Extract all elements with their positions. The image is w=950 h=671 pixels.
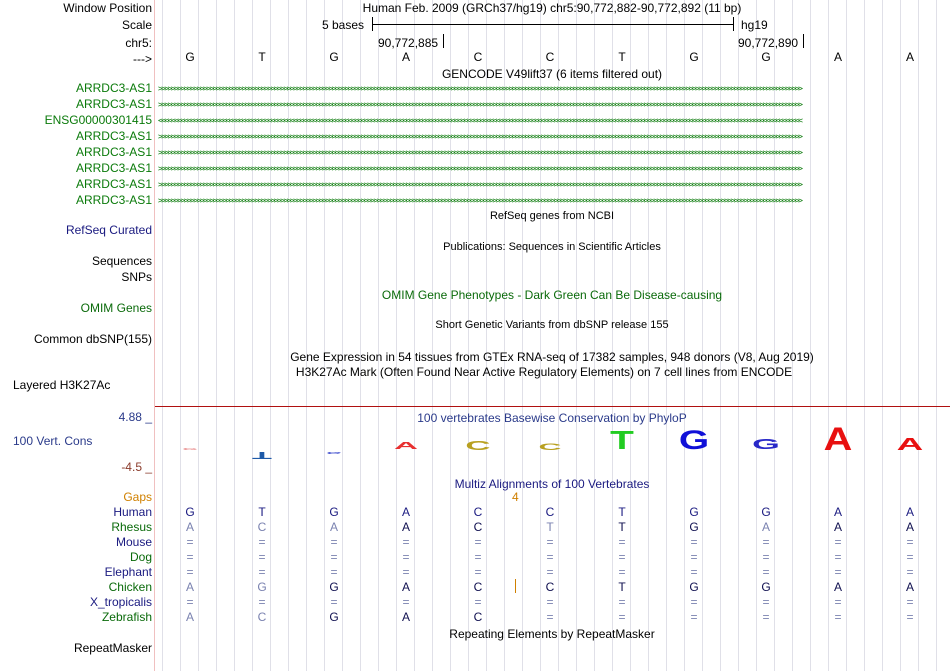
alignment-base: =	[546, 550, 554, 564]
alignment-base: =	[258, 565, 266, 579]
label-cons-min: -4.5 _	[121, 460, 152, 474]
gene-strand-arrows: >>>>>>>>>>>>>>>>>>>>>>>>>>>>>>>>>>>>>>>>>>>>>>>>>>>>>>>>>>>>>>>>>>>>>>>>>>>>>>>>>>>>>>>>>>>>>>>>>>>>>>>>>>>>>>>>>>>>>>>>>>>>>>>>>>>>>>>>>>>>>>>>>>>>>>>>>>>>>>>>>>>>>>>>>>>>>>>>>>>>>>>>>>>>>>>>>>>>>>>>	[158, 149, 802, 156]
gene-label[interactable]: ARRDC3-AS1	[75, 129, 152, 143]
species-label[interactable]: Elephant	[104, 565, 152, 579]
chicken-gap-marker	[515, 579, 516, 593]
label-cons-max: 4.88 _	[118, 410, 152, 424]
alignment-base: =	[330, 535, 338, 549]
gene-strand-arrows: >>>>>>>>>>>>>>>>>>>>>>>>>>>>>>>>>>>>>>>>>>>>>>>>>>>>>>>>>>>>>>>>>>>>>>>>>>>>>>>>>>>>>>>>>>>>>>>>>>>>>>>>>>>>>>>>>>>>>>>>>>>>>>>>>>>>>>>>>>>>>>>>>>>>>>>>>>>>>>>>>>>>>>>>>>>>>>>>>>>>>>>>>>>>>>>>>>>>>>>>	[158, 85, 802, 92]
alignment-base: T	[258, 505, 266, 519]
label-snps[interactable]: SNPs	[121, 270, 152, 284]
alignment-base: =	[906, 595, 914, 609]
gene-label[interactable]: ARRDC3-AS1	[75, 145, 152, 159]
alignment-base: =	[690, 565, 698, 579]
label-gaps[interactable]: Gaps	[123, 490, 152, 504]
alignment-base: =	[618, 595, 626, 609]
ruler-tick-2	[803, 34, 804, 48]
alignment-base: =	[546, 565, 554, 579]
gap-count: 4	[512, 490, 519, 504]
sequence-base: A	[905, 50, 914, 64]
alignment-base: C	[545, 505, 555, 519]
alignment-base: A	[185, 580, 194, 594]
alignment-base: =	[186, 595, 194, 609]
sequence-base: A	[833, 50, 842, 64]
label-sequences[interactable]: Sequences	[91, 254, 152, 268]
label-refseq-curated[interactable]: RefSeq Curated	[65, 223, 152, 237]
alignment-base: A	[401, 610, 410, 624]
ruler-tick-label-2: 90,772,890	[738, 36, 799, 50]
alignment-base: =	[330, 595, 338, 609]
gene-strand-arrows: >>>>>>>>>>>>>>>>>>>>>>>>>>>>>>>>>>>>>>>>>>>>>>>>>>>>>>>>>>>>>>>>>>>>>>>>>>>>>>>>>>>>>>>>>>>>>>>>>>>>>>>>>>>>>>>>>>>>>>>>>>>>>>>>>>>>>>>>>>>>>>>>>>>>>>>>>>>>>>>>>>>>>>>>>>>>>>>>>>>>>>>>>>>>>>>>>>>>>>>>	[158, 197, 802, 204]
h3k27ac-track-title: H3K27Ac Mark (Often Found Near Active Regulatory Elements) on 7 cell lines from ENCODE	[295, 365, 793, 379]
alignment-base: =	[402, 595, 410, 609]
species-label[interactable]: X_tropicalis	[89, 595, 152, 609]
alignment-base: =	[690, 595, 698, 609]
alignment-base: G	[761, 505, 771, 519]
alignment-base: =	[834, 535, 842, 549]
gene-strand-arrows: >>>>>>>>>>>>>>>>>>>>>>>>>>>>>>>>>>>>>>>>>>>>>>>>>>>>>>>>>>>>>>>>>>>>>>>>>>>>>>>>>>>>>>>>>>>>>>>>>>>>>>>>>>>>>>>>>>>>>>>>>>>>>>>>>>>>>>>>>>>>>>>>>>>>>>>>>>>>>>>>>>>>>>>>>>>>>>>>>>>>>>>>>>>>>>>>>>>>>>>>	[158, 133, 802, 140]
scale-bar	[372, 24, 734, 25]
conservation-letter: T	[252, 449, 272, 461]
conservation-letter: G	[752, 437, 780, 454]
alignment-base: =	[762, 550, 770, 564]
gene-track[interactable]	[158, 101, 948, 108]
alignment-base: =	[690, 610, 698, 624]
species-label[interactable]: Human	[113, 505, 152, 519]
species-label[interactable]: Chicken	[108, 580, 152, 594]
repeatmasker-track-title: Repeating Elements by RepeatMasker	[449, 627, 655, 641]
alignment-base: =	[402, 565, 410, 579]
gene-label[interactable]: ARRDC3-AS1	[75, 193, 152, 207]
gene-strand-arrows: >>>>>>>>>>>>>>>>>>>>>>>>>>>>>>>>>>>>>>>>>>>>>>>>>>>>>>>>>>>>>>>>>>>>>>>>>>>>>>>>>>>>>>>>>>>>>>>>>>>>>>>>>>>>>>>>>>>>>>>>>>>>>>>>>>>>>>>>>>>>>>>>>>>>>>>>>>>>>>>>>>>>>>>>>>>>>>>>>>>>>>>>>>>>>>>>>>>>>>>>	[158, 101, 802, 108]
gencode-track-title: GENCODE V49lift37 (6 items filtered out)	[441, 67, 663, 81]
sequence-base: G	[329, 50, 339, 64]
gene-track[interactable]	[158, 181, 948, 188]
species-label[interactable]: Dog	[129, 550, 152, 564]
alignment-base: A	[185, 520, 194, 534]
label-layered-h3k27ac[interactable]: Layered H3K27Ac	[13, 378, 111, 392]
alignment-base: =	[618, 550, 626, 564]
alignment-base: =	[618, 535, 626, 549]
scale-db-text: hg19	[741, 18, 768, 32]
gene-strand-arrows: <<<<<<<<<<<<<<<<<<<<<<<<<<<<<<<<<<<<<<<<<<<<<<<<<<<<<<<<<<<<<<<<<<<<<<<<<<<<<<<<<<<<<<<<<<<<<<<<<<<<<<<<<<<<<<<<<<<<<<<<<<<<<<<<<<<<<<<<<<<<<<<<<<<<<<<<<<<<<<<<<<<<<<<<<<<<<<<<<<<<<<<<<<<<<<<<<<<<<<<<	[158, 117, 802, 124]
alignment-base: C	[473, 580, 483, 594]
alignment-base: G	[689, 505, 699, 519]
alignment-base: T	[546, 520, 554, 534]
alignment-base: C	[473, 610, 483, 624]
label-common-dbsnp[interactable]: Common dbSNP(155)	[33, 332, 152, 346]
conservation-letter: A	[896, 433, 924, 454]
alignment-base: =	[834, 550, 842, 564]
alignment-base: =	[474, 550, 482, 564]
species-label[interactable]: Zebrafish	[101, 610, 152, 624]
alignment-base: A	[329, 520, 338, 534]
alignment-base: T	[618, 580, 626, 594]
ruler-tick-1	[443, 34, 444, 48]
alignment-base: =	[690, 535, 698, 549]
alignment-base: T	[618, 520, 626, 534]
sequence-base: G	[689, 50, 699, 64]
alignment-base: A	[185, 610, 194, 624]
gene-track[interactable]	[158, 165, 948, 172]
alignment-base: =	[330, 550, 338, 564]
gene-strand-arrows: >>>>>>>>>>>>>>>>>>>>>>>>>>>>>>>>>>>>>>>>>>>>>>>>>>>>>>>>>>>>>>>>>>>>>>>>>>>>>>>>>>>>>>>>>>>>>>>>>>>>>>>>>>>>>>>>>>>>>>>>>>>>>>>>>>>>>>>>>>>>>>>>>>>>>>>>>>>>>>>>>>>>>>>>>>>>>>>>>>>>>>>>>>>>>>>>>>>>>>>>	[158, 165, 802, 172]
scale-bar-right-tick	[733, 17, 734, 31]
label-100-vert-cons[interactable]: 100 Vert. Cons	[13, 434, 93, 448]
alignment-base: G	[329, 505, 339, 519]
multiz-track-title: Multiz Alignments of 100 Vertebrates	[454, 477, 650, 491]
sequence-base: G	[761, 50, 771, 64]
alignment-base: =	[618, 610, 626, 624]
alignment-base: =	[258, 550, 266, 564]
alignment-base: G	[761, 580, 771, 594]
alignment-base: A	[761, 520, 770, 534]
conservation-letter: G	[182, 448, 198, 451]
alignment-base: =	[258, 595, 266, 609]
sequence-base: C	[545, 50, 555, 64]
alignment-base: T	[618, 505, 626, 519]
alignment-base: =	[186, 535, 194, 549]
alignment-base: =	[618, 565, 626, 579]
conservation-letter: G	[326, 451, 342, 454]
alignment-base: C	[473, 520, 483, 534]
gtex-track-title: Gene Expression in 54 tissues from GTEx RNA-seq of 17382 samples, 948 donors (V8, Aug 2019)	[290, 350, 814, 364]
sequence-base: G	[185, 50, 195, 64]
label-chrom[interactable]: chr5:	[125, 36, 152, 50]
alignment-base: =	[906, 550, 914, 564]
sequence-base: A	[401, 50, 410, 64]
alignment-base: =	[906, 610, 914, 624]
species-label[interactable]: Mouse	[115, 535, 152, 549]
h3k27ac-baseline	[155, 406, 950, 407]
alignment-base: A	[905, 520, 914, 534]
alignment-base: =	[762, 610, 770, 624]
conservation-letter: G	[678, 425, 710, 456]
alignment-base: =	[906, 565, 914, 579]
scale-bases-text: 5 bases	[322, 18, 365, 32]
conservation-letter: C	[538, 442, 562, 453]
sequence-base: T	[258, 50, 266, 64]
gene-track[interactable]	[158, 149, 948, 156]
alignment-base: =	[546, 610, 554, 624]
gene-track[interactable]	[158, 117, 948, 124]
alignment-base: =	[834, 565, 842, 579]
label-repeatmasker[interactable]: RepeatMasker	[73, 641, 152, 655]
sequence-base: T	[618, 50, 626, 64]
alignment-base: =	[186, 550, 194, 564]
alignment-base: =	[834, 610, 842, 624]
alignment-base: =	[186, 565, 194, 579]
alignment-base: =	[474, 535, 482, 549]
conservation-letter: C	[465, 438, 491, 454]
phylop-track-title: 100 vertebrates Basewise Conservation by PhyloP	[417, 411, 687, 425]
alignment-base: G	[185, 505, 195, 519]
gene-label[interactable]: ARRDC3-AS1	[75, 97, 152, 111]
sequence-base: C	[473, 50, 483, 64]
gene-label[interactable]: ARRDC3-AS1	[75, 81, 152, 95]
alignment-base: =	[906, 535, 914, 549]
gene-label[interactable]: ARRDC3-AS1	[75, 161, 152, 175]
refseq-track-title: RefSeq genes from NCBI	[489, 210, 615, 222]
label-scale[interactable]: Scale	[121, 18, 152, 32]
alignment-base: =	[762, 595, 770, 609]
alignment-base: C	[257, 520, 267, 534]
gene-track[interactable]	[158, 197, 948, 204]
alignment-base: G	[329, 610, 339, 624]
alignment-base: =	[330, 565, 338, 579]
assembly-position-text: Human Feb. 2009 (GRCh37/hg19) chr5:90,772,882-90,772,892 (11 bp)	[362, 1, 742, 15]
alignment-base: G	[257, 580, 267, 594]
alignment-base: =	[690, 550, 698, 564]
label-strand[interactable]: --->	[133, 52, 152, 66]
alignment-base: =	[546, 595, 554, 609]
alignment-base: =	[546, 535, 554, 549]
alignment-base: A	[833, 505, 842, 519]
gene-track[interactable]	[158, 133, 948, 140]
alignment-base: G	[689, 520, 699, 534]
alignment-base: =	[762, 565, 770, 579]
label-window-position[interactable]: Window Position	[63, 1, 152, 15]
gene-label[interactable]: ARRDC3-AS1	[75, 177, 152, 191]
alignment-base: =	[834, 595, 842, 609]
alignment-base: C	[473, 505, 483, 519]
alignment-base: A	[833, 520, 842, 534]
gene-strand-arrows: >>>>>>>>>>>>>>>>>>>>>>>>>>>>>>>>>>>>>>>>>>>>>>>>>>>>>>>>>>>>>>>>>>>>>>>>>>>>>>>>>>>>>>>>>>>>>>>>>>>>>>>>>>>>>>>>>>>>>>>>>>>>>>>>>>>>>>>>>>>>>>>>>>>>>>>>>>>>>>>>>>>>>>>>>>>>>>>>>>>>>>>>>>>>>>>>>>>>>>>>	[158, 181, 802, 188]
alignment-base: G	[329, 580, 339, 594]
alignment-base: A	[401, 580, 410, 594]
gene-track[interactable]	[158, 85, 948, 92]
alignment-base: =	[762, 535, 770, 549]
label-area-separator	[154, 0, 155, 671]
ruler-tick-label-1: 90,772,885	[378, 36, 439, 50]
publications-track-title: Publications: Sequences in Scientific Articles	[443, 241, 661, 253]
alignment-base: C	[257, 610, 267, 624]
alignment-base: A	[905, 505, 914, 519]
species-label[interactable]: Rhesus	[111, 520, 152, 534]
alignment-base: A	[905, 580, 914, 594]
alignment-base: =	[402, 550, 410, 564]
alignment-base: A	[833, 580, 842, 594]
alignment-base: =	[402, 535, 410, 549]
label-omim-genes[interactable]: OMIM Genes	[80, 301, 152, 315]
alignment-base: A	[401, 505, 410, 519]
conservation-letter: T	[610, 426, 634, 455]
conservation-letter: A	[393, 440, 419, 453]
gene-label[interactable]: ENSG00000301415	[44, 113, 152, 127]
alignment-base: =	[474, 595, 482, 609]
dbsnp-track-title: Short Genetic Variants from dbSNP release 155	[435, 319, 669, 331]
alignment-base: A	[401, 520, 410, 534]
alignment-base: =	[258, 535, 266, 549]
omim-track-title: OMIM Gene Phenotypes - Dark Green Can Be Disease-causing	[381, 288, 723, 302]
alignment-base: C	[545, 580, 555, 594]
alignment-base: =	[474, 565, 482, 579]
conservation-letter: A	[823, 421, 853, 457]
alignment-base: G	[689, 580, 699, 594]
